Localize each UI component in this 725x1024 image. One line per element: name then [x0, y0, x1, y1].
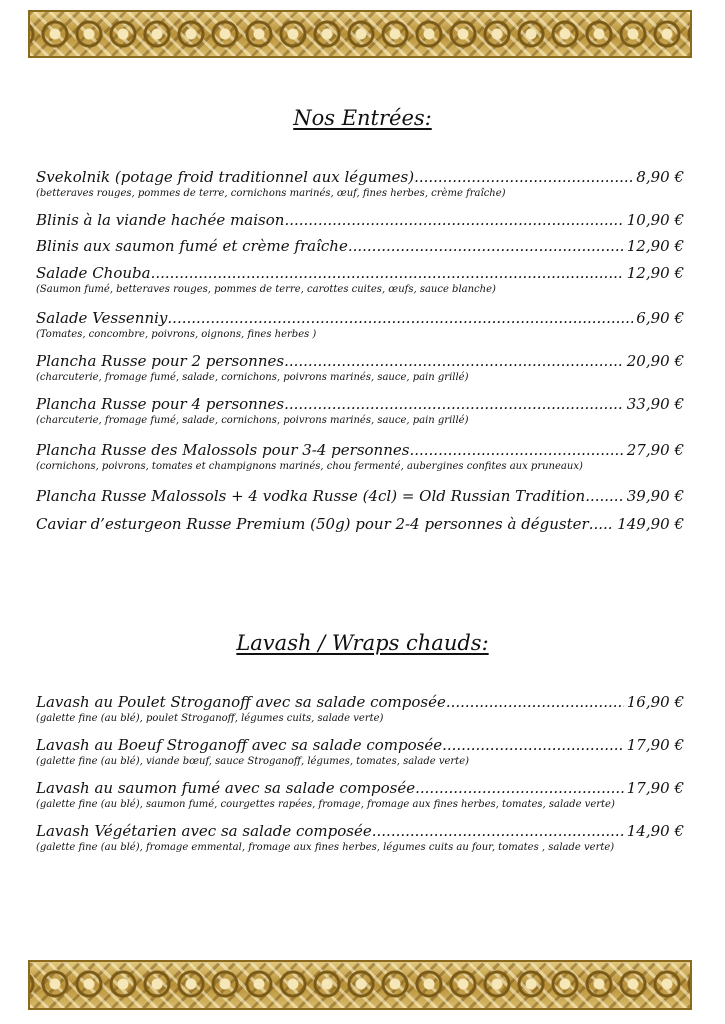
item-price: 33,90 € [626, 395, 684, 413]
menu-item [36, 736, 684, 768]
menu-item [36, 264, 684, 296]
item-description: (Tomates, concombre, poivrons, oignons, fines herbes ) [36, 329, 317, 340]
item-price: 17,90 € [626, 779, 684, 797]
item-description: (betteraves rouges, pommes de terre, cornichons marinés, œuf, fines herbes, crème fraîche) [36, 188, 506, 199]
section-title-lavash: Lavash / Wraps chauds: [236, 631, 489, 655]
menu-item [36, 352, 684, 384]
item-price: 149,90 € [617, 515, 684, 533]
item-description: (charcuterie, fromage fumé, salade, cornichons, poivrons marinés, sauce, pain grillé) [36, 415, 469, 426]
item-description: (galette fine (au blé), fromage emmental, fromage aux fines herbes, légumes cuits au four, tomates , salade verte) [36, 842, 615, 853]
dot-leader [442, 736, 624, 755]
item-name: Plancha Russe pour 2 personnes [36, 352, 285, 370]
item-price: 10,90 € [626, 211, 684, 229]
menu-item [36, 515, 684, 534]
item-name: Lavash au saumon fumé avec sa salade composée [36, 779, 416, 797]
item-name: Plancha Russe des Malossols pour 3-4 personnes [36, 441, 410, 459]
item-name: Plancha Russe pour 4 personnes [36, 395, 285, 413]
dot-leader [446, 693, 624, 712]
item-description: (cornichons, poivrons, tomates et champignons marinés, chou fermenté, aubergines confites aux pruneaux) [36, 461, 583, 472]
top-ornamental-border [28, 10, 692, 58]
dot-leader [589, 515, 614, 534]
dot-leader [348, 237, 624, 256]
item-description: (charcuterie, fromage fumé, salade, cornichons, poivrons marinés, sauce, pain grillé) [36, 372, 469, 383]
dot-leader [414, 168, 633, 187]
item-name: Salade Chouba [36, 264, 151, 282]
item-name: Svekolnik (potage froid traditionnel aux légumes) [36, 168, 415, 186]
item-name: Lavash au Boeuf Stroganoff avec sa salade composée [36, 736, 443, 754]
item-name: Caviar d’esturgeon Russe Premium (50g) pour 2-4 personnes à déguster [36, 515, 589, 533]
bottom-ornamental-border [28, 960, 692, 1010]
menu-item [36, 822, 684, 854]
item-description: (galette fine (au blé), viande bœuf, sauce Stroganoff, légumes, tomates, salade verte) [36, 756, 470, 767]
menu-item [36, 395, 684, 427]
item-name: Plancha Russe Malossols + 4 vodka Russe (4cl) = Old Russian Tradition [36, 487, 586, 505]
item-name: Salade Vessenniy [36, 309, 168, 327]
dot-leader [585, 487, 624, 506]
dot-leader [409, 441, 623, 460]
menu-item [36, 441, 684, 473]
section-title-entrees: Nos Entrées: [293, 106, 432, 130]
item-price: 20,90 € [626, 352, 684, 370]
item-price: 6,90 € [636, 309, 684, 327]
menu-item [36, 693, 684, 725]
item-price: 16,90 € [626, 693, 684, 711]
dot-leader [372, 822, 624, 841]
menu-item [36, 309, 684, 341]
dot-leader [167, 309, 633, 328]
item-name: Lavash au Poulet Stroganoff avec sa salade composée [36, 693, 446, 711]
menu-item [36, 779, 684, 811]
menu-item [36, 237, 684, 256]
item-price: 8,90 € [636, 168, 684, 186]
item-name: Lavash Végétarien avec sa salade composée [36, 822, 372, 840]
item-price: 12,90 € [626, 264, 684, 282]
dot-leader [284, 395, 624, 414]
menu-item [36, 487, 684, 506]
dot-leader [151, 264, 624, 283]
dot-leader [284, 211, 623, 230]
item-description: (galette fine (au blé), poulet Stroganoff, légumes cuits, salade verte) [36, 713, 384, 724]
item-price: 14,90 € [626, 822, 684, 840]
item-price: 17,90 € [626, 736, 684, 754]
item-price: 39,90 € [626, 487, 684, 505]
menu-item [36, 211, 684, 230]
item-name: Blinis à la viande hachée maison [36, 211, 285, 229]
dot-leader [415, 779, 624, 798]
menu-item [36, 168, 684, 200]
item-price: 12,90 € [626, 237, 684, 255]
dot-leader [284, 352, 624, 371]
item-description: (Saumon fumé, betteraves rouges, pommes de terre, carottes cuites, œufs, sauce blanche) [36, 284, 496, 295]
item-price: 27,90 € [626, 441, 684, 459]
item-description: (galette fine (au blé), saumon fumé, courgettes rapées, fromage, fromage aux fines herbes, tomates, salade verte) [36, 799, 615, 810]
item-name: Blinis aux saumon fumé et crème fraîche [36, 237, 348, 255]
